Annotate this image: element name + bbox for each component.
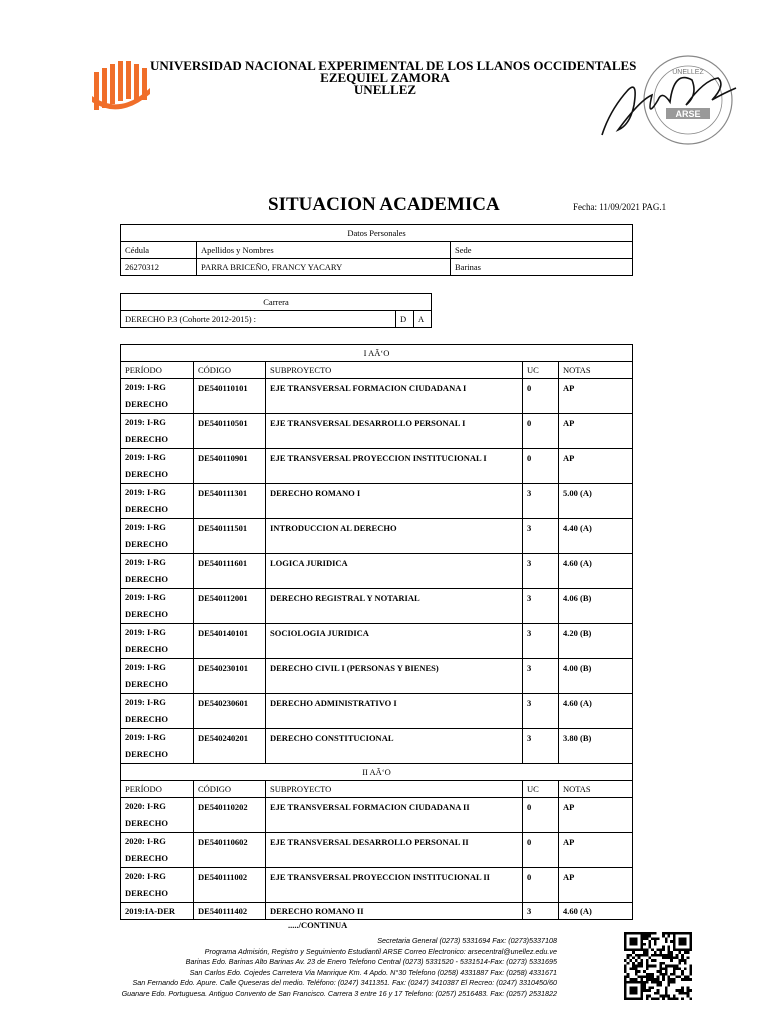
period-value: 2020: I-RG <box>125 801 166 811</box>
code-cell: DE540111301 <box>194 484 266 519</box>
program-value: DERECHO <box>125 749 168 759</box>
cedula-label: Cédula <box>121 242 197 259</box>
program-value: DERECHO <box>125 818 168 828</box>
subject-cell: EJE TRANSVERSAL FORMACION CIUDADANA II <box>266 798 523 833</box>
table-row <box>121 379 633 414</box>
period-value: 2019: I-RG <box>125 732 166 742</box>
period-value: 2019: I-RG <box>125 627 166 637</box>
names-value: PARRA BRICEÑO, FRANCY YACARY <box>197 259 451 276</box>
grade-cell: AP <box>559 833 633 868</box>
grades-table <box>120 344 633 920</box>
subject-cell: DERECHO CONSTITUCIONAL <box>266 729 523 764</box>
code-cell: DE540110602 <box>194 833 266 868</box>
university-name <box>150 58 637 97</box>
grade-cell: AP <box>559 798 633 833</box>
period-cell <box>121 868 194 903</box>
period-cell <box>121 554 194 589</box>
career-table <box>120 293 432 328</box>
column-header-subproyecto: SUBPROYECTO <box>266 781 523 798</box>
code-cell: DE540140101 <box>194 624 266 659</box>
grade-cell: 4.00 (B) <box>559 659 633 694</box>
subject-cell: DERECHO ROMANO II <box>266 903 523 920</box>
table-row <box>121 729 633 764</box>
career-name: DERECHO P.3 (Cohorte 2012-2015) : <box>121 311 396 328</box>
period-value: 2019: I-RG <box>125 557 166 567</box>
code-cell: DE540110901 <box>194 449 266 484</box>
grade-cell: AP <box>559 449 633 484</box>
column-header-uc: UC <box>523 781 559 798</box>
credits-cell: 3 <box>523 903 559 920</box>
column-header-subproyecto: SUBPROYECTO <box>266 362 523 379</box>
subject-cell: LOGICA JURIDICA <box>266 554 523 589</box>
program-value: DERECHO <box>125 539 168 549</box>
year-header-row <box>121 764 633 781</box>
footer-line: Guanare Edo. Portuguesa. Antiguo Convento de San Francisco. Carrera 3 entre 16 y 17 Telefono: (0257) 2516483. Fax: (0257) 2531822 <box>121 988 557 998</box>
svg-text:UNELLEZ: UNELLEZ <box>672 69 704 76</box>
grade-cell: 4.60 (A) <box>559 903 633 920</box>
period-value: 2019: I-RG <box>125 417 166 427</box>
subject-cell: EJE TRANSVERSAL PROYECCION INSTITUCIONAL I <box>266 449 523 484</box>
column-header-codigo: CÓDIGO <box>194 362 266 379</box>
program-value: DERECHO <box>125 888 168 898</box>
program-value: DERECHO <box>125 714 168 724</box>
subject-cell: EJE TRANSVERSAL PROYECCION INSTITUCIONAL II <box>266 868 523 903</box>
subject-cell: EJE TRANSVERSAL DESARROLLO PERSONAL II <box>266 833 523 868</box>
period-value: 2019: I-RG <box>125 592 166 602</box>
subject-cell: DERECHO ADMINISTRATIVO I <box>266 694 523 729</box>
grade-cell: 4.40 (A) <box>559 519 633 554</box>
code-cell: DE540230101 <box>194 659 266 694</box>
subject-cell: SOCIOLOGIA JURIDICA <box>266 624 523 659</box>
credits-cell: 3 <box>523 624 559 659</box>
footer-line: Secretaria General (0273) 5331694 Fax: (0273)5337108 <box>377 936 557 945</box>
subject-cell: EJE TRANSVERSAL DESARROLLO PERSONAL I <box>266 414 523 449</box>
program-value: DERECHO <box>125 399 168 409</box>
column-header-periodo: PERÍODO <box>121 781 194 798</box>
period-value: 2019: I-RG <box>125 382 166 392</box>
sede-value: Barinas <box>451 259 633 276</box>
footer-line: Barinas Edo. Barinas Alto Barinas Av. 23 de Enero Telefono Central (0273) 5331520 - 5331514-Fax: (0273) 5331695 <box>185 957 557 967</box>
period-value: 2019: I-RG <box>125 522 166 532</box>
university-line-1: UNIVERSIDAD NACIONAL EXPERIMENTAL DE LOS LLANOS OCCIDENTALES <box>150 58 637 73</box>
period-cell <box>121 449 194 484</box>
credits-cell: 0 <box>523 414 559 449</box>
period-cell <box>121 414 194 449</box>
footer-line: San Fernando Edo. Apure. Calle Queseras del medio. Teléfono: (0247) 3411351. Fax: (0247) 3410387 El Recreo: (0247) 3310450/60 <box>132 978 557 988</box>
grade-cell: 5.00 (A) <box>559 484 633 519</box>
code-cell: DE540111402 <box>194 903 266 920</box>
credits-cell: 0 <box>523 798 559 833</box>
period-value: 2019: I-RG <box>125 697 166 707</box>
university-line-3: UNELLEZ <box>353 82 417 97</box>
career-code-d: D <box>396 311 414 328</box>
period-cell <box>121 379 194 414</box>
table-row <box>121 833 633 868</box>
table-row <box>121 589 633 624</box>
code-cell: DE540110202 <box>194 798 266 833</box>
period-cell <box>121 694 194 729</box>
grade-cell: AP <box>559 414 633 449</box>
table-row <box>121 554 633 589</box>
program-value: DERECHO <box>125 574 168 584</box>
column-header-codigo: CÓDIGO <box>194 781 266 798</box>
table-row <box>121 624 633 659</box>
period-cell <box>121 589 194 624</box>
table-row <box>121 484 633 519</box>
qr-code-icon <box>624 932 692 1000</box>
code-cell: DE540111601 <box>194 554 266 589</box>
table-row <box>121 449 633 484</box>
program-value: DERECHO <box>125 469 168 479</box>
grade-cell: 3.80 (B) <box>559 729 633 764</box>
period-cell <box>121 624 194 659</box>
grade-cell: 4.60 (A) <box>559 694 633 729</box>
credits-cell: 3 <box>523 554 559 589</box>
year-label: I AÃ‘O <box>121 345 633 362</box>
grade-cell: 4.06 (B) <box>559 589 633 624</box>
period-cell <box>121 903 194 920</box>
credits-cell: 3 <box>523 519 559 554</box>
program-value: DERECHO <box>125 609 168 619</box>
personal-data-table <box>120 224 633 276</box>
table-row <box>121 868 633 903</box>
credits-cell: 3 <box>523 589 559 624</box>
subject-cell: DERECHO ROMANO I <box>266 484 523 519</box>
grade-cell: 4.60 (A) <box>559 554 633 589</box>
sede-label: Sede <box>451 242 633 259</box>
period-cell <box>121 484 194 519</box>
footer-contact <box>80 936 557 1000</box>
code-cell: DE540111501 <box>194 519 266 554</box>
period-value: 2019: I-RG <box>125 487 166 497</box>
period-value: 2019:IA-DER <box>125 906 176 916</box>
year-header-row <box>121 345 633 362</box>
career-heading: Carrera <box>121 294 432 311</box>
credits-cell: 3 <box>523 694 559 729</box>
footer-line: Programa Admisión, Registro y Seguimiento Estudiantil ARSE Correo Electronico: arsecentral@unellez.edu.ve <box>204 946 557 956</box>
personal-data-heading: Datos Personales <box>121 225 633 242</box>
code-cell: DE540112001 <box>194 589 266 624</box>
period-cell <box>121 729 194 764</box>
program-value: DERECHO <box>125 644 168 654</box>
column-header-row <box>121 781 633 798</box>
table-row <box>121 798 633 833</box>
column-header-uc: UC <box>523 362 559 379</box>
program-value: DERECHO <box>125 504 168 514</box>
table-row <box>121 659 633 694</box>
column-header-periodo: PERÍODO <box>121 362 194 379</box>
table-row <box>121 414 633 449</box>
credits-cell: 0 <box>523 449 559 484</box>
credits-cell: 3 <box>523 729 559 764</box>
page-title: SITUACION ACADEMICA <box>268 194 500 215</box>
grade-cell: AP <box>559 868 633 903</box>
arse-seal-icon <box>600 50 740 150</box>
continue-label: ...../CONTINUA <box>288 920 348 930</box>
program-value: DERECHO <box>125 853 168 863</box>
subject-cell: DERECHO REGISTRAL Y NOTARIAL <box>266 589 523 624</box>
career-code-a: A <box>414 311 432 328</box>
grade-cell: 4.20 (B) <box>559 624 633 659</box>
credits-cell: 3 <box>523 659 559 694</box>
period-cell <box>121 798 194 833</box>
code-cell: DE540111002 <box>194 868 266 903</box>
period-cell <box>121 659 194 694</box>
column-header-notas: NOTAS <box>559 781 633 798</box>
period-value: 2020: I-RG <box>125 836 166 846</box>
program-value: DERECHO <box>125 434 168 444</box>
credits-cell: 3 <box>523 484 559 519</box>
grade-cell: AP <box>559 379 633 414</box>
unellez-logo-icon <box>90 58 152 114</box>
code-cell: DE540230601 <box>194 694 266 729</box>
program-value: DERECHO <box>125 679 168 689</box>
table-row <box>121 903 633 920</box>
period-value: 2019: I-RG <box>125 452 166 462</box>
period-cell <box>121 519 194 554</box>
table-row <box>121 519 633 554</box>
column-header-row <box>121 362 633 379</box>
subject-cell: DERECHO CIVIL I (PERSONAS Y BIENES) <box>266 659 523 694</box>
credits-cell: 0 <box>523 868 559 903</box>
names-label: Apellidos y Nombres <box>197 242 451 259</box>
code-cell: DE540110501 <box>194 414 266 449</box>
university-line-2: EZEQUIEL ZAMORA <box>320 70 450 85</box>
credits-cell: 0 <box>523 379 559 414</box>
svg-text:ARSE: ARSE <box>675 109 701 119</box>
footer-line: San Carlos Edo. Cojedes Carretera Via Manrique Km. 4 Apdo. N°30 Telefono (0258) 4331887 Fax: (0258) 4331671 <box>189 967 557 977</box>
period-value: 2020: I-RG <box>125 871 166 881</box>
cedula-value: 26270312 <box>121 259 197 276</box>
table-row <box>121 694 633 729</box>
year-label: II AÃ‘O <box>121 764 633 781</box>
column-header-notas: NOTAS <box>559 362 633 379</box>
code-cell: DE540110101 <box>194 379 266 414</box>
code-cell: DE540240201 <box>194 729 266 764</box>
date-page-label: Fecha: 11/09/2021 PAG.1 <box>573 202 667 212</box>
period-value: 2019: I-RG <box>125 662 166 672</box>
period-cell <box>121 833 194 868</box>
subject-cell: EJE TRANSVERSAL FORMACION CIUDADANA I <box>266 379 523 414</box>
subject-cell: INTRODUCCION AL DERECHO <box>266 519 523 554</box>
credits-cell: 0 <box>523 833 559 868</box>
